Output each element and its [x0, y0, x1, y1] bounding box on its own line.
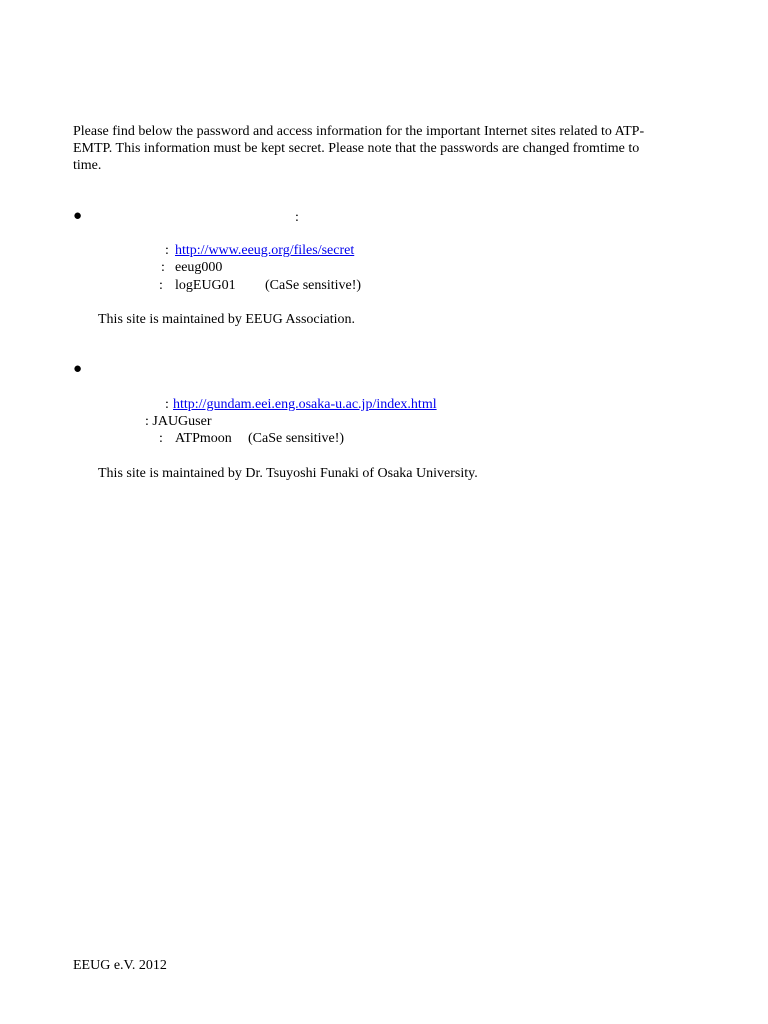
username-value: eeug000	[175, 260, 223, 275]
eeug-secret-link[interactable]: http://www.eeug.org/files/secret	[175, 243, 355, 258]
intro-line-2: EMTP. This information must be kept secret. Please note that the passwords are changed fromtime to	[73, 141, 640, 156]
section-header-colon: :	[295, 210, 299, 225]
intro-paragraph	[73, 123, 703, 174]
password-colon: :	[159, 431, 163, 446]
maintainer-note: This site is maintained by EEUG Association.	[98, 312, 356, 327]
intro-line-3: time.	[73, 158, 102, 173]
bullet-icon: ●	[73, 208, 83, 224]
password-colon: :	[159, 278, 163, 293]
url-colon: :	[165, 243, 169, 258]
case-sensitive-note: (CaSe sensitive!)	[248, 431, 345, 446]
username-colon: :	[161, 260, 165, 275]
maintainer-note: This site is maintained by Dr. Tsuyoshi Funaki of Osaka University.	[98, 466, 478, 481]
password-value: logEUG01	[175, 278, 236, 293]
username-line: : JAUGuser	[145, 414, 212, 429]
url-colon: :	[165, 397, 169, 412]
case-sensitive-note: (CaSe sensitive!)	[265, 278, 362, 293]
bullet-icon: ●	[73, 361, 83, 377]
password-value: ATPmoon	[175, 431, 232, 446]
gundam-link[interactable]: http://gundam.eei.eng.osaka-u.ac.jp/index.html	[173, 397, 437, 412]
footer-copyright: EEUG e.V. 2012	[73, 958, 167, 973]
intro-line-1: Please find below the password and access information for the important Internet sites related to ATP-	[73, 124, 645, 139]
